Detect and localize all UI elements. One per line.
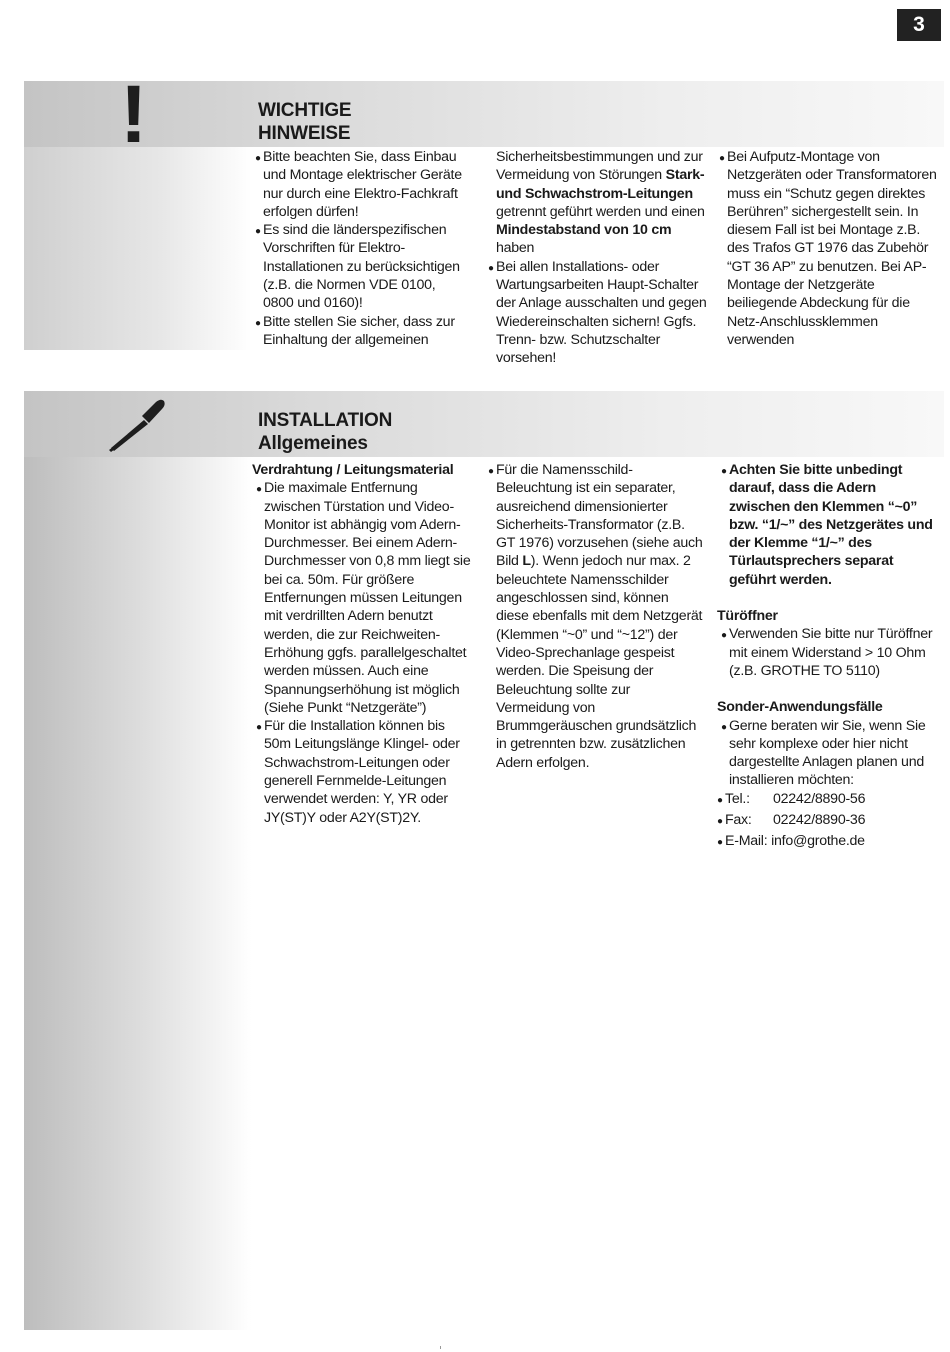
install-column-1	[252, 461, 472, 827]
section-sidebar	[24, 457, 252, 1330]
title-line: HINWEISE	[258, 123, 351, 144]
section-sidebar	[24, 147, 252, 350]
subheading: Sonder-Anwendungsfälle	[717, 699, 883, 716]
paragraph: Sicherheitsbestimmungen und zur Vermeidung von Störungen Stark- und Schwachstrom-Leitungen getrennt geführt werden und einen Mindestabstand von 10 cm haben	[496, 149, 705, 257]
notes-column-1	[255, 148, 467, 349]
list-item: ● Für die Namensschild-Beleuchtung ist ein separater, ausreichend dimensionierter Sicherheits-Transformator (z.B. GT 1976) vorzusehen (siehe auch Bild L). Wenn jedoch nur max. 2 beleuchtete Namensschilder angeschlossen sind, können diese ebenfalls mit dem Netzgerät (Klemmen “~0” und “~12”) der Video-Sprechanlage gespeist werden. Die Speisung der Beleuchtung sollte zur Vermeidung von Brummgeräuschen grundsätzlich in getrennten bzw. zusätzlichen Adern erfolgen.	[488, 462, 703, 771]
list-item: ● Bitte beachten Sie, dass Einbau und Montage elektrischer Geräte nur durch eine Elektro-Fachkraft erfolgen dürfen!	[255, 149, 462, 220]
title-line: Allgemeines	[258, 433, 368, 454]
screwdriver-icon	[104, 396, 168, 454]
list-item: ● Verwenden Sie bitte nur Türöffner mit einem Widerstand > 10 Ohm (z.B. GROTHE TO 5110)	[721, 626, 933, 679]
contact-email[interactable]: ● E-Mail: info@grothe.de	[717, 832, 865, 849]
list-item: ● Bitte stellen Sie sicher, dass zur Einhaltung der allgemeinen	[255, 313, 455, 348]
list-item: ● Bei allen Installations- oder Wartungsarbeiten Haupt-Schalter der Anlage ausschalten und gegen Wiedereinschalten sichern! Ggfs. Trenn- bzw. Schutzschalter vorsehen!	[488, 258, 707, 367]
subheading: Verdrahtung / Leitungsmaterial	[252, 462, 454, 478]
contact-fax: ● Fax: 02242/8890-36	[717, 811, 866, 828]
list-item: ● Es sind die länderspezifischen Vorschriften für Elektro-Installationen zu berücksichtigen (z.B. die Normen VDE 0100, 0800 und 0160)!	[255, 222, 460, 312]
section-header-band	[24, 81, 944, 147]
section-title	[258, 409, 392, 455]
contact-tel: ● Tel.: 02242/8890-56	[717, 790, 866, 807]
page-number: 3	[897, 9, 941, 41]
list-item: ● Achten Sie bitte unbedingt darauf, dass die Adern zwischen den Klemmen “~0” bzw. “1/~” des Netzgerätes und der Klemme “1/~” des Türlautsprechers separat geführt werden.	[721, 462, 933, 588]
list-item: ● Gerne beraten wir Sie, wenn Sie sehr komplexe oder hier nicht dargestellte Anlagen planen und installieren möchten:	[721, 717, 926, 789]
notes-column-2	[488, 148, 710, 368]
notes-column-3	[719, 148, 937, 349]
subheading: Türöffner	[717, 608, 778, 625]
install-column-3	[717, 461, 935, 853]
list-item: ● Für die Installation können bis 50m Leitungslänge Klingel- oder Schwachstrom-Leitungen oder generell Fernmelde-Leitungen verwendet werden: Y, YR oder JY(ST)Y oder A2Y(ST)2Y.	[256, 718, 460, 826]
list-item: ● Bei Aufputz-Montage von Netzgeräten oder Transformatoren muss ein “Schutz gegen direktes Berühren” sichergestellt sein. In diesem Fall ist bei Montage z.B. des Trafos GT 1976 das Zubehör “GT 36 AP” zu benutzen. Bei AP-Montage der Netzgeräte beiliegende Abdeckung für die Netz-Anschlussklemmen verwenden	[719, 149, 937, 348]
install-column-2	[488, 461, 704, 772]
section-title	[258, 99, 351, 145]
exclamation-icon: !	[120, 69, 148, 160]
title-line: INSTALLATION	[258, 410, 393, 431]
list-item: ● Die maximale Entfernung zwischen Türstation und Video-Monitor ist abhängig vom Adern-Durchmesser. Bei einem Adern-Durchmesser von 0,8 mm liegt sie bei ca. 50m. Für größere Entfernungen müssen Leitungen mit verdrillten Adern benutzt werden, die zur Reichweiten-Erhöhung ggfs. parallelgeschaltet werden müssen. Auch eine Spannungserhöhung ist möglich (Siehe Punkt “Netzgeräte”)	[256, 480, 471, 716]
footer-mark	[440, 1346, 441, 1349]
title-line: WICHTIGE	[258, 100, 352, 121]
